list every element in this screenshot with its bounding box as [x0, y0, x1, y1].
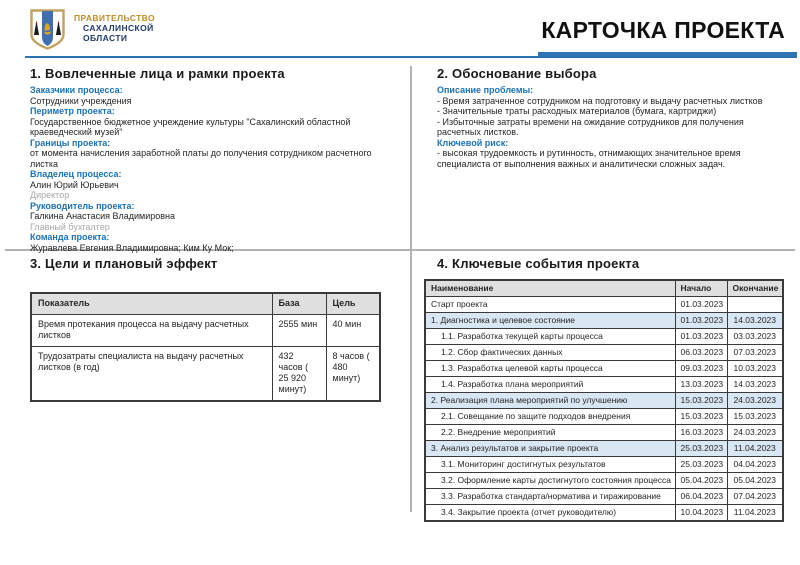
event-start: 06.03.2023 — [675, 345, 727, 361]
event-start: 01.03.2023 — [675, 313, 727, 329]
event-start: 15.03.2023 — [675, 393, 727, 409]
table-row — [425, 297, 783, 313]
event-end: 10.03.2023 — [727, 361, 783, 377]
event-name: 1.2. Сбор фактических данных — [425, 345, 675, 361]
events-table-header-row — [425, 280, 783, 297]
event-name: 3.2. Оформление карты достигнутого состояния процесса — [425, 473, 675, 489]
event-start: 05.04.2023 — [675, 473, 727, 489]
event-start: 25.03.2023 — [675, 457, 727, 473]
field-note-process-owner-position: Директор — [30, 190, 70, 200]
event-end: 14.03.2023 — [727, 377, 783, 393]
event-name: 2.1. Совещание по защите подходов внедрения — [425, 409, 675, 425]
event-name: Старт проекта — [425, 297, 675, 313]
event-start: 01.03.2023 — [675, 329, 727, 345]
event-name: 2.2. Внедрение мероприятий — [425, 425, 675, 441]
section-involved-parties — [30, 66, 398, 253]
field-label-project-team: Команда проекта: — [30, 232, 110, 242]
sakhalin-coat-of-arms-icon — [30, 9, 65, 50]
goals-cell-indicator: Трудозатраты специалиста на выдачу расчетных листков (в год) — [31, 347, 272, 402]
table-row — [425, 361, 783, 377]
event-start: 13.03.2023 — [675, 377, 727, 393]
logo-line-government: ПРАВИТЕЛЬСТВО — [74, 13, 155, 23]
event-end: 24.03.2023 — [727, 425, 783, 441]
event-start: 01.03.2023 — [675, 297, 727, 313]
goals-cell-base: 2555 мин — [272, 315, 326, 347]
event-end: 11.04.2023 — [727, 505, 783, 522]
event-name: 3.1. Мониторинг достигнутых результатов — [425, 457, 675, 473]
field-label-problem-description: Описание проблемы: — [437, 85, 534, 95]
section4-title: 4. Ключевые события проекта — [437, 256, 640, 271]
table-row — [425, 409, 783, 425]
event-start: 10.04.2023 — [675, 505, 727, 522]
field-note-project-manager-position: Главный бухгалтер — [30, 221, 110, 232]
event-name: 1.1. Разработка текущей карты процесса — [425, 329, 675, 345]
event-name: 1.3. Разработка целевой карты процесса — [425, 361, 675, 377]
event-end: 07.04.2023 — [727, 489, 783, 505]
event-end: 11.04.2023 — [727, 441, 783, 457]
events-header-end: Окончание — [727, 280, 783, 297]
events-table — [424, 279, 784, 522]
events-header-start: Начало — [675, 280, 727, 297]
table-row — [425, 425, 783, 441]
goals-header-base: База — [272, 293, 326, 315]
logo-line-oblast: ОБЛАСТИ — [83, 33, 128, 43]
table-row — [425, 377, 783, 393]
events-header-name: Наименование — [425, 280, 675, 297]
table-row — [425, 489, 783, 505]
table-row — [425, 345, 783, 361]
field-value-customers: Сотрудники учреждения — [30, 95, 132, 106]
event-name: 2. Реализация плана мероприятий по улучшению — [425, 393, 675, 409]
section3-title: 3. Цели и плановый эффект — [30, 256, 218, 271]
goals-header-indicator: Показатель — [31, 293, 272, 315]
section-goals-effect — [30, 256, 398, 402]
problem-item: - Время затраченное сотрудником на подготовку и выдачу расчетных листков — [437, 95, 763, 106]
government-logo — [30, 9, 155, 50]
problem-item: - Значительные траты расходных материалов (бумага, картриджи) — [437, 106, 717, 116]
table-row — [425, 473, 783, 489]
goals-cell-target: 40 мин — [326, 315, 380, 347]
field-label-process-owner: Владелец процесса: — [30, 169, 122, 179]
logo-line-region: САХАЛИНСКОЙ — [83, 23, 154, 33]
section2-title: 2. Обоснование выбора — [437, 66, 597, 81]
event-start: 06.04.2023 — [675, 489, 727, 505]
event-name: 3.4. Закрытие проекта (отчет руководителю) — [425, 505, 675, 522]
event-end: 24.03.2023 — [727, 393, 783, 409]
section1-title: 1. Вовлеченные лица и рамки проекта — [30, 66, 285, 81]
goals-cell-target: 8 часов ( 480 минут) — [326, 347, 380, 402]
field-value-perimeter: Государственное бюджетное учреждение культуры "Сахалинский областной краеведческий музей" — [30, 116, 351, 137]
event-start: 25.03.2023 — [675, 441, 727, 457]
event-name: 1.4. Разработка плана мероприятий — [425, 377, 675, 393]
problem-item: - Избыточные затраты времени на ожидание сотрудников для получения расчетных листков. — [437, 116, 744, 137]
event-name: 3.3. Разработка стандарта/норматива и тиражирование — [425, 489, 675, 505]
event-start: 09.03.2023 — [675, 361, 727, 377]
page-title: КАРТОЧКА ПРОЕКТА — [541, 17, 785, 43]
event-end: 14.03.2023 — [727, 313, 783, 329]
goals-header-target: Цель — [326, 293, 380, 315]
table-row — [425, 329, 783, 345]
government-logo-text — [74, 9, 155, 43]
table-row — [425, 457, 783, 473]
event-end: 07.03.2023 — [727, 345, 783, 361]
header-rule-thin — [25, 56, 797, 58]
section-key-events — [424, 256, 782, 522]
field-value-process-owner: Алин Юрий Юрьевич — [30, 179, 119, 190]
table-row — [31, 315, 380, 347]
field-value-key-risk: - высокая трудоемкость и рутинность, отнимающих значительное время специалиста от выполнения важных и аналитически сложных задач. — [437, 148, 741, 169]
event-start: 15.03.2023 — [675, 409, 727, 425]
section-justification — [437, 66, 789, 169]
field-label-boundaries: Границы проекта: — [30, 137, 111, 148]
goals-table — [30, 292, 381, 402]
event-end: 15.03.2023 — [727, 409, 783, 425]
event-name: 1. Диагностика и целевое состояние — [425, 313, 675, 329]
event-end — [727, 297, 783, 313]
goals-cell-base: 432 часов ( 25 920 минут) — [272, 347, 326, 402]
table-row — [425, 505, 783, 522]
vertical-divider — [410, 66, 412, 512]
field-value-project-manager: Галкина Анастасия Владимировна — [30, 211, 175, 221]
event-end: 04.04.2023 — [727, 457, 783, 473]
problem-list — [437, 96, 789, 138]
table-row — [31, 347, 380, 402]
field-label-project-manager: Руководитель проекта: — [30, 200, 135, 211]
field-label-customers: Заказчики процесса: — [30, 85, 123, 95]
event-end: 03.03.2023 — [727, 329, 783, 345]
event-name: 3. Анализ результатов и закрытие проекта — [425, 441, 675, 457]
table-row-phase — [425, 313, 783, 329]
event-start: 16.03.2023 — [675, 425, 727, 441]
table-row-phase — [425, 441, 783, 457]
field-value-boundaries: от момента начисления заработной платы до получения сотрудником расчетного листка — [30, 148, 372, 169]
field-label-key-risk: Ключевой риск: — [437, 137, 509, 148]
field-value-project-team: Журавлева Евгения Владимировна; Ким Ку Мок; — [30, 242, 234, 253]
goals-cell-indicator: Время протекания процесса на выдачу расчетных листков — [31, 315, 272, 347]
table-row-phase — [425, 393, 783, 409]
field-label-perimeter: Периметр проекта: — [30, 106, 115, 116]
goals-table-header-row — [31, 293, 380, 315]
event-end: 05.04.2023 — [727, 473, 783, 489]
header-rule-thick — [538, 52, 797, 56]
